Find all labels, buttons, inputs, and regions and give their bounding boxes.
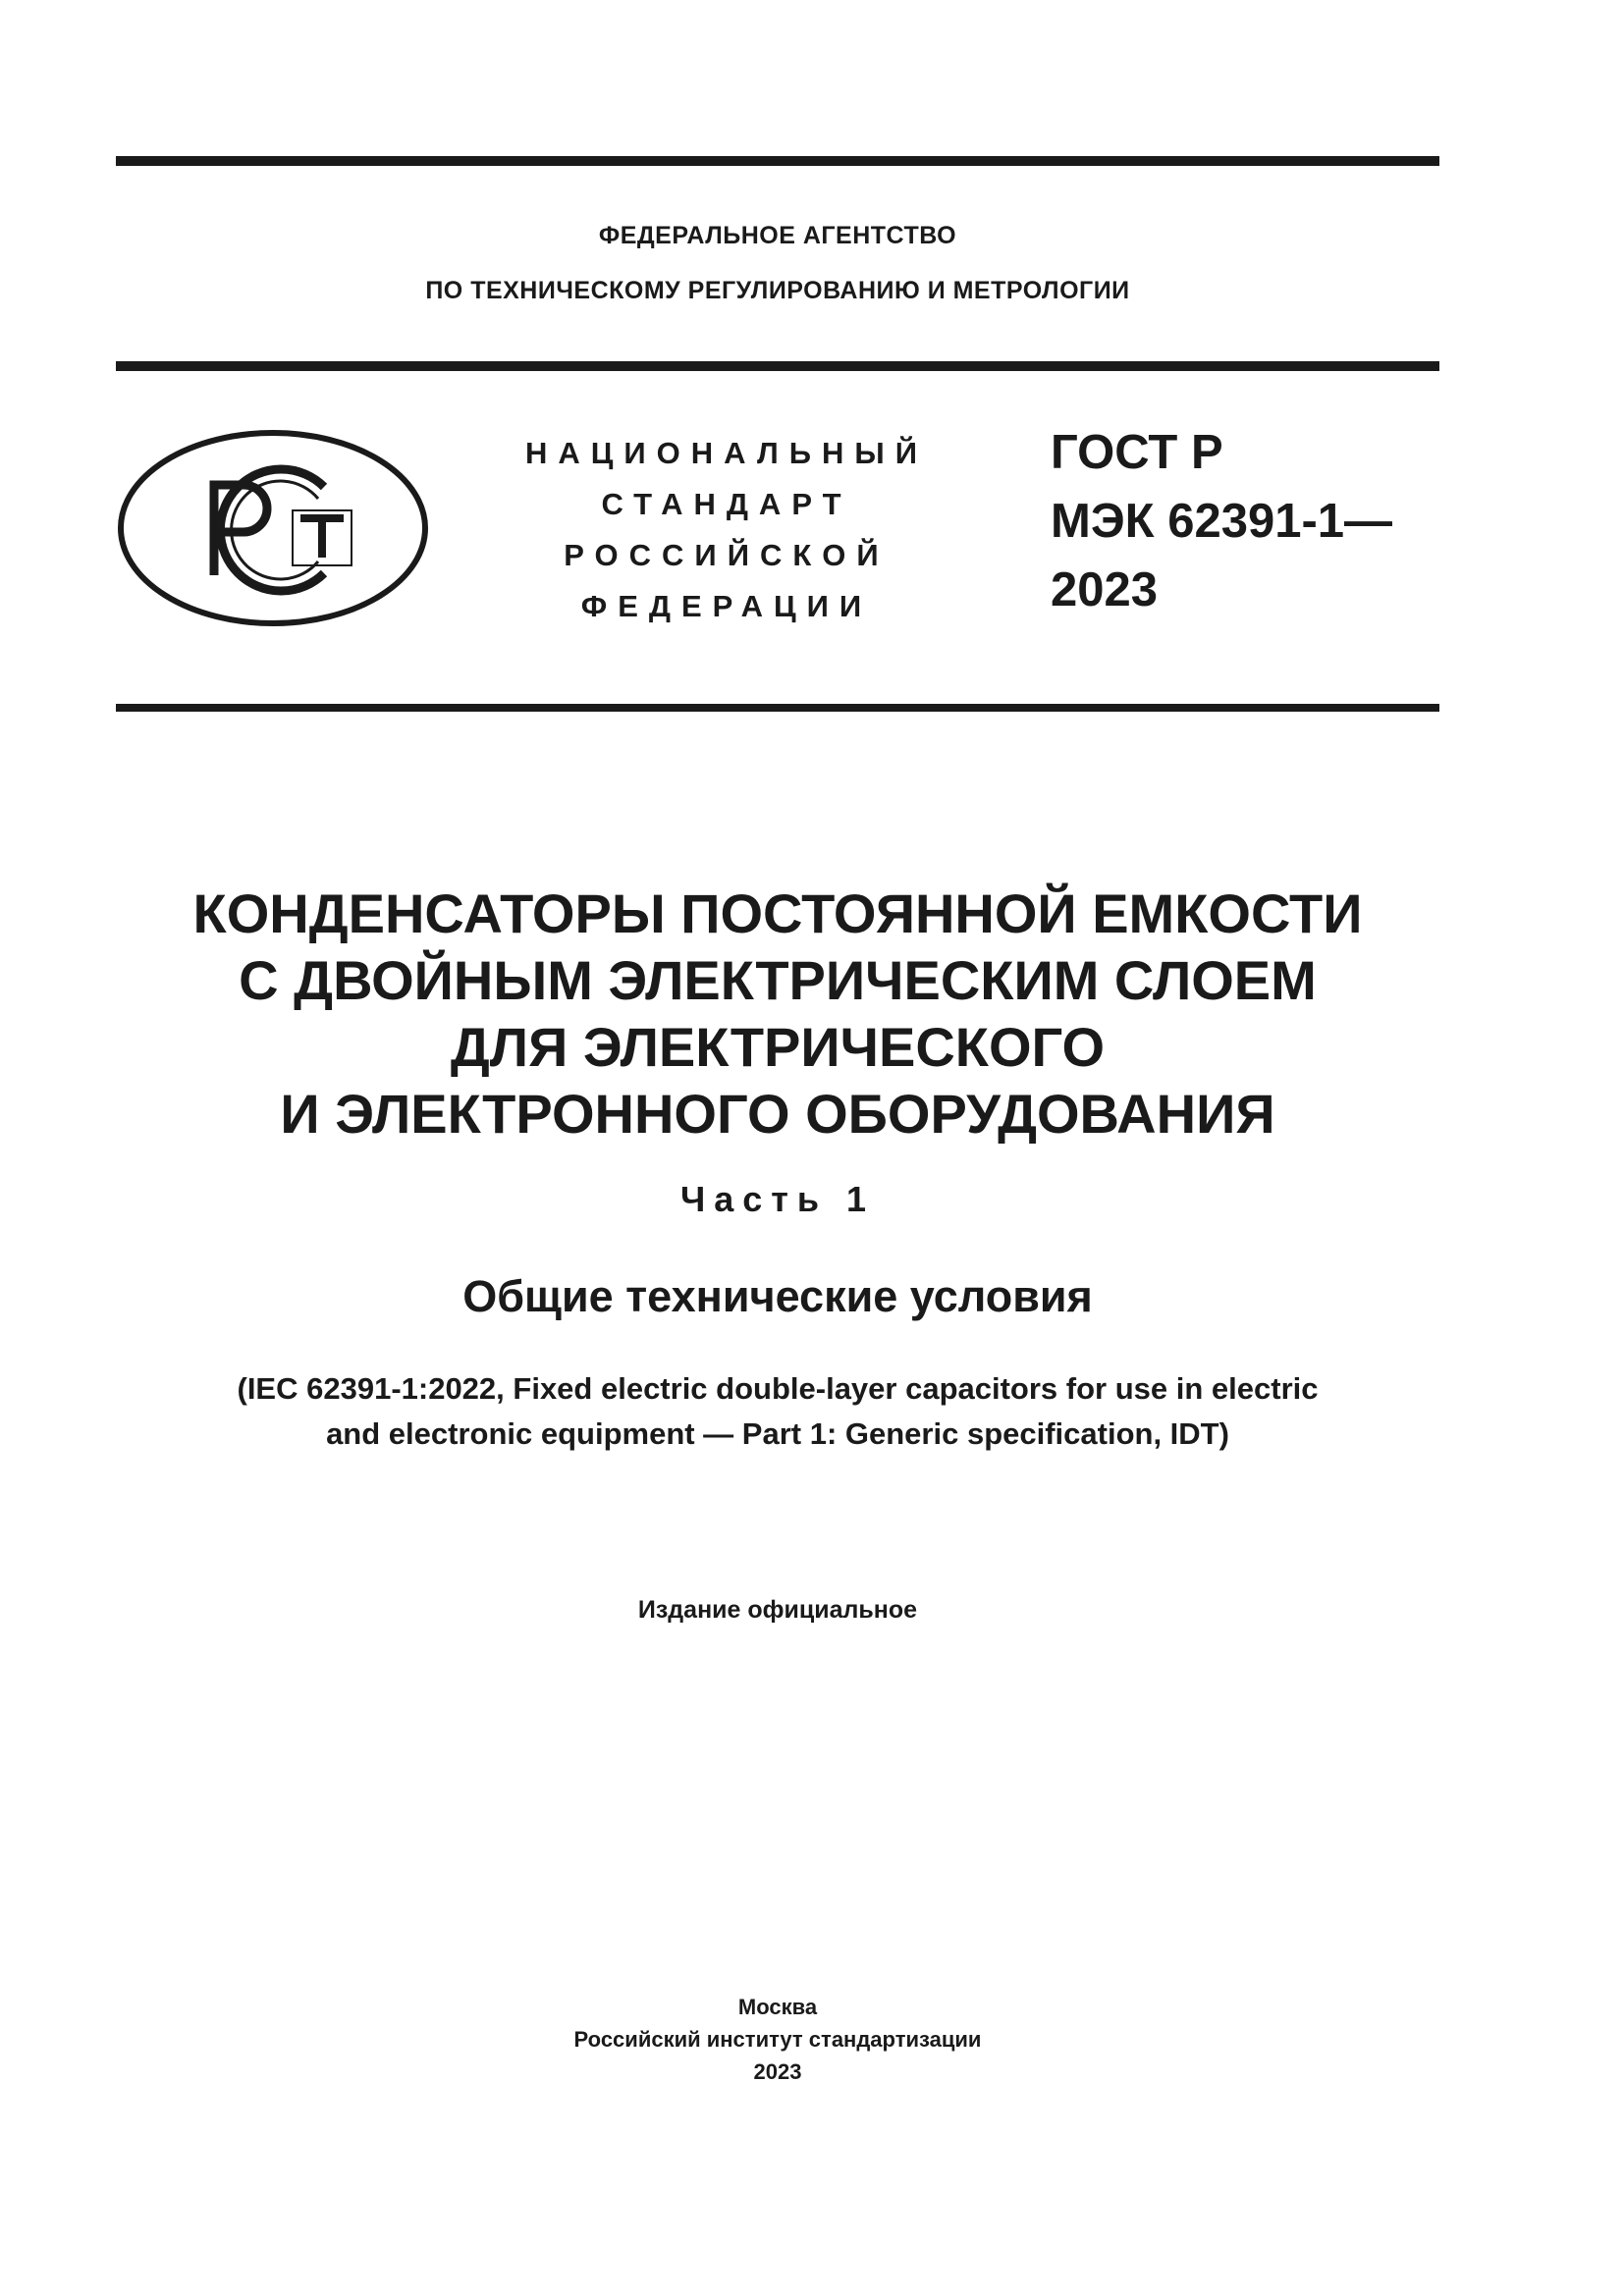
designation-line: МЭК 62391-1— (1051, 495, 1393, 548)
national-standard-line: СТАНДАРТ (601, 487, 852, 521)
national-standard-label (511, 428, 943, 632)
iec-reference-line: and electronic equipment — Part 1: Generic specification, IDT) (326, 1416, 1229, 1451)
designation-line: ГОСТ Р (1051, 426, 1223, 479)
standard-designation (1051, 418, 1443, 624)
edition-label: Издание официальное (637, 1596, 918, 1624)
national-standard-line: ФЕДЕРАЦИИ (580, 589, 873, 623)
iec-reference-line: (IEC 62391-1:2022, Fixed electric double-layer capacitors for use in electric (237, 1371, 1319, 1406)
designation-line: 2023 (1051, 563, 1159, 616)
section-divider (116, 704, 1439, 712)
agency-name-line-2: ПО ТЕХНИЧЕСКОМУ РЕГУЛИРОВАНИЮ И МЕТРОЛОГИИ (425, 277, 1130, 304)
agency-name-line-1: ФЕДЕРАЛЬНОЕ АГЕНТСТВО (598, 222, 957, 249)
rst-certification-mark-icon (116, 428, 430, 628)
document-title (116, 881, 1439, 1148)
document-subtitle: Общие технические условия (462, 1271, 1093, 1321)
part-number: Часть 1 (679, 1179, 876, 1219)
imprint-year: 2023 (753, 2059, 802, 2084)
imprint-city: Москва (737, 1995, 818, 2019)
national-standard-line: РОССИЙСКОЙ (564, 538, 890, 572)
national-standard-line: НАЦИОНАЛЬНЫЙ (524, 436, 929, 470)
imprint-publisher: Российский институт стандартизации (573, 2027, 982, 2052)
title-line: ДЛЯ ЭЛЕКТРИЧЕСКОГО (450, 1016, 1106, 1078)
title-line: С ДВОЙНЫМ ЭЛЕКТРИЧЕСКИМ СЛОЕМ (239, 949, 1317, 1011)
title-line: КОНДЕНСАТОРЫ ПОСТОЯННОЙ ЕМКОСТИ (192, 882, 1363, 944)
title-line: И ЭЛЕКТРОННОГО ОБОРУДОВАНИЯ (280, 1083, 1275, 1145)
iec-reference (116, 1366, 1439, 1457)
publisher-imprint (116, 1991, 1439, 2088)
header-divider (116, 361, 1439, 371)
top-divider (116, 156, 1439, 166)
